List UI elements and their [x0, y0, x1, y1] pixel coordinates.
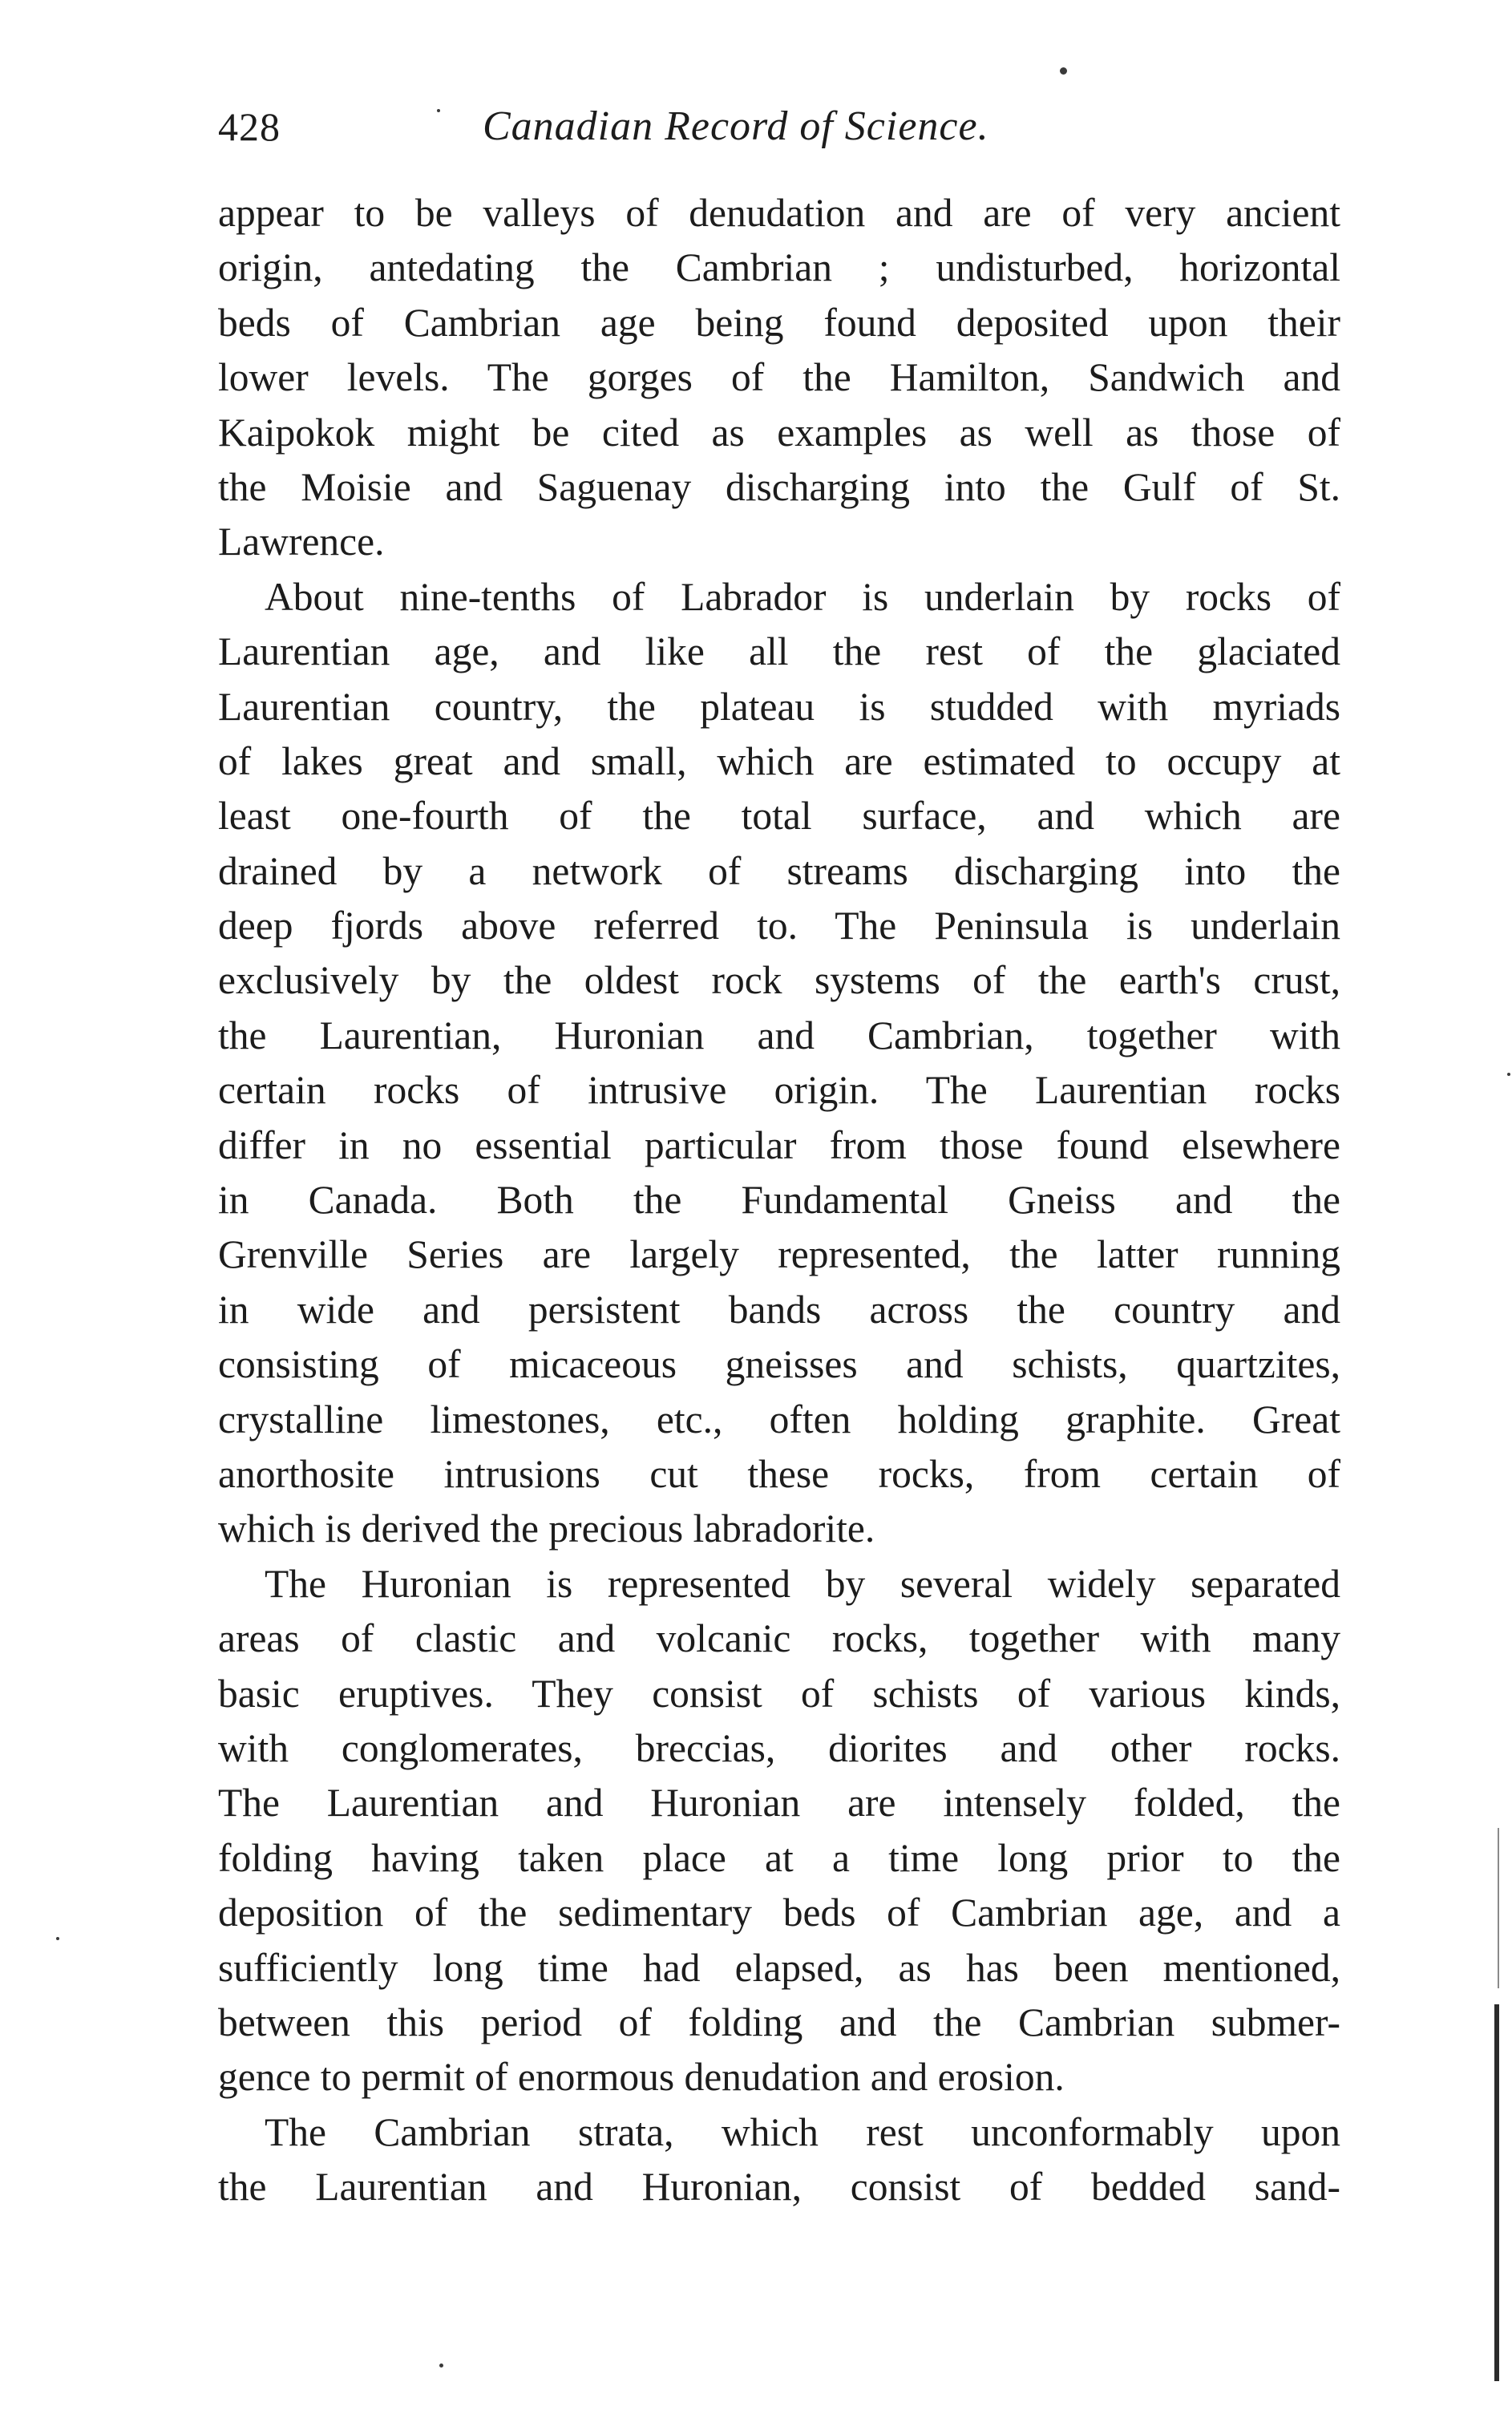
text-line: basic eruptives. They consist of schists of various kinds, [218, 1671, 1340, 1716]
text-line: deposition of the sedimentary beds of Cambrian age, and a [218, 1890, 1340, 1935]
text-line: Laurentian country, the plateau is studded with myriads [218, 684, 1340, 729]
text-line: sufficiently long time had elapsed, as has been mentioned, [218, 1945, 1340, 1990]
scan-speck [437, 109, 440, 112]
text-line: certain rocks of intrusive origin. The Laurentian rocks [218, 1068, 1340, 1113]
text-line: The Laurentian and Huronian are intensely folded, the [218, 1781, 1340, 1826]
text-line: differ in no essential particular from those found elsewhere [218, 1122, 1340, 1167]
paragraph-2 [218, 570, 1340, 1557]
scan-edge-shadow [1494, 2004, 1499, 2381]
text-line: lower levels. The gorges of the Hamilton, Sandwich and [218, 355, 1340, 400]
text-line: Grenville Series are largely represented, the latter running [218, 1232, 1340, 1277]
text-line: folding having taken place at a time long prior to the [218, 1835, 1340, 1880]
body-text [218, 186, 1340, 2214]
page-number: 428 [218, 104, 281, 149]
text-line: the Moisie and Saguenay discharging into the Gulf of St. [218, 464, 1340, 509]
text-line: Laurentian age, and like all the rest of the glaciated [218, 629, 1340, 674]
page-header [218, 95, 1340, 159]
text-line: appear to be valleys of denudation and are of very ancient [218, 191, 1340, 235]
text-line: the Laurentian, Huronian and Cambrian, together with [218, 1013, 1340, 1057]
scan-speck [1060, 67, 1067, 75]
text-line: of lakes great and small, which are estimated to occupy at [218, 738, 1340, 783]
scan-speck [56, 1937, 59, 1940]
text-line: areas of clastic and volcanic rocks, together with many [218, 1616, 1340, 1661]
text-line: in wide and persistent bands across the country and [218, 1287, 1340, 1332]
text-line: exclusively by the oldest rock systems of the earth's crust, [218, 958, 1340, 1003]
paragraph-3 [218, 1557, 1340, 2105]
text-line: The Cambrian strata, which rest unconformably upon [265, 2109, 1340, 2154]
text-line: drained by a network of streams discharging into the [218, 848, 1340, 893]
text-line: The Huronian is represented by several widely separated [265, 1561, 1340, 1606]
text-line: About nine-tenths of Labrador is underlain by rocks of [265, 574, 1340, 619]
scan-speck [1507, 1073, 1510, 1076]
text-line: Lawrence. [218, 520, 385, 564]
text-line: least one-fourth of the total surface, and which are [218, 794, 1340, 839]
running-title: Canadian Record of Science. [483, 103, 989, 149]
text-line: origin, antedating the Cambrian ; undisturbed, horizontal [218, 245, 1340, 290]
scan-speck [439, 2363, 443, 2368]
text-line: beds of Cambrian age being found deposited upon their [218, 300, 1340, 345]
text-line: in Canada. Both the Fundamental Gneiss and the [218, 1178, 1340, 1223]
text-line: between this period of folding and the Cambrian submer- [218, 2000, 1340, 2044]
paragraph-4 [218, 2105, 1340, 2215]
text-line: deep fjords above referred to. The Peninsula is underlain [218, 904, 1340, 948]
text-line: the Laurentian and Huronian, consist of bedded sand- [218, 2165, 1340, 2210]
scan-edge-shadow [1498, 1828, 1499, 1988]
paragraph-1 [218, 186, 1340, 570]
text-line: Kaipokok might be cited as examples as well as those of [218, 410, 1340, 455]
text-line: gence to permit of enormous denudation and erosion. [218, 2055, 1065, 2100]
text-line: with conglomerates, breccias, diorites and other rocks. [218, 1725, 1340, 1770]
text-line: crystalline limestones, etc., often holding graphite. Great [218, 1397, 1340, 1442]
text-line: consisting of micaceous gneisses and schists, quartzites, [218, 1342, 1340, 1387]
text-line: which is derived the precious labradorite. [218, 1506, 875, 1551]
text-line: anorthosite intrusions cut these rocks, from certain of [218, 1451, 1340, 1496]
